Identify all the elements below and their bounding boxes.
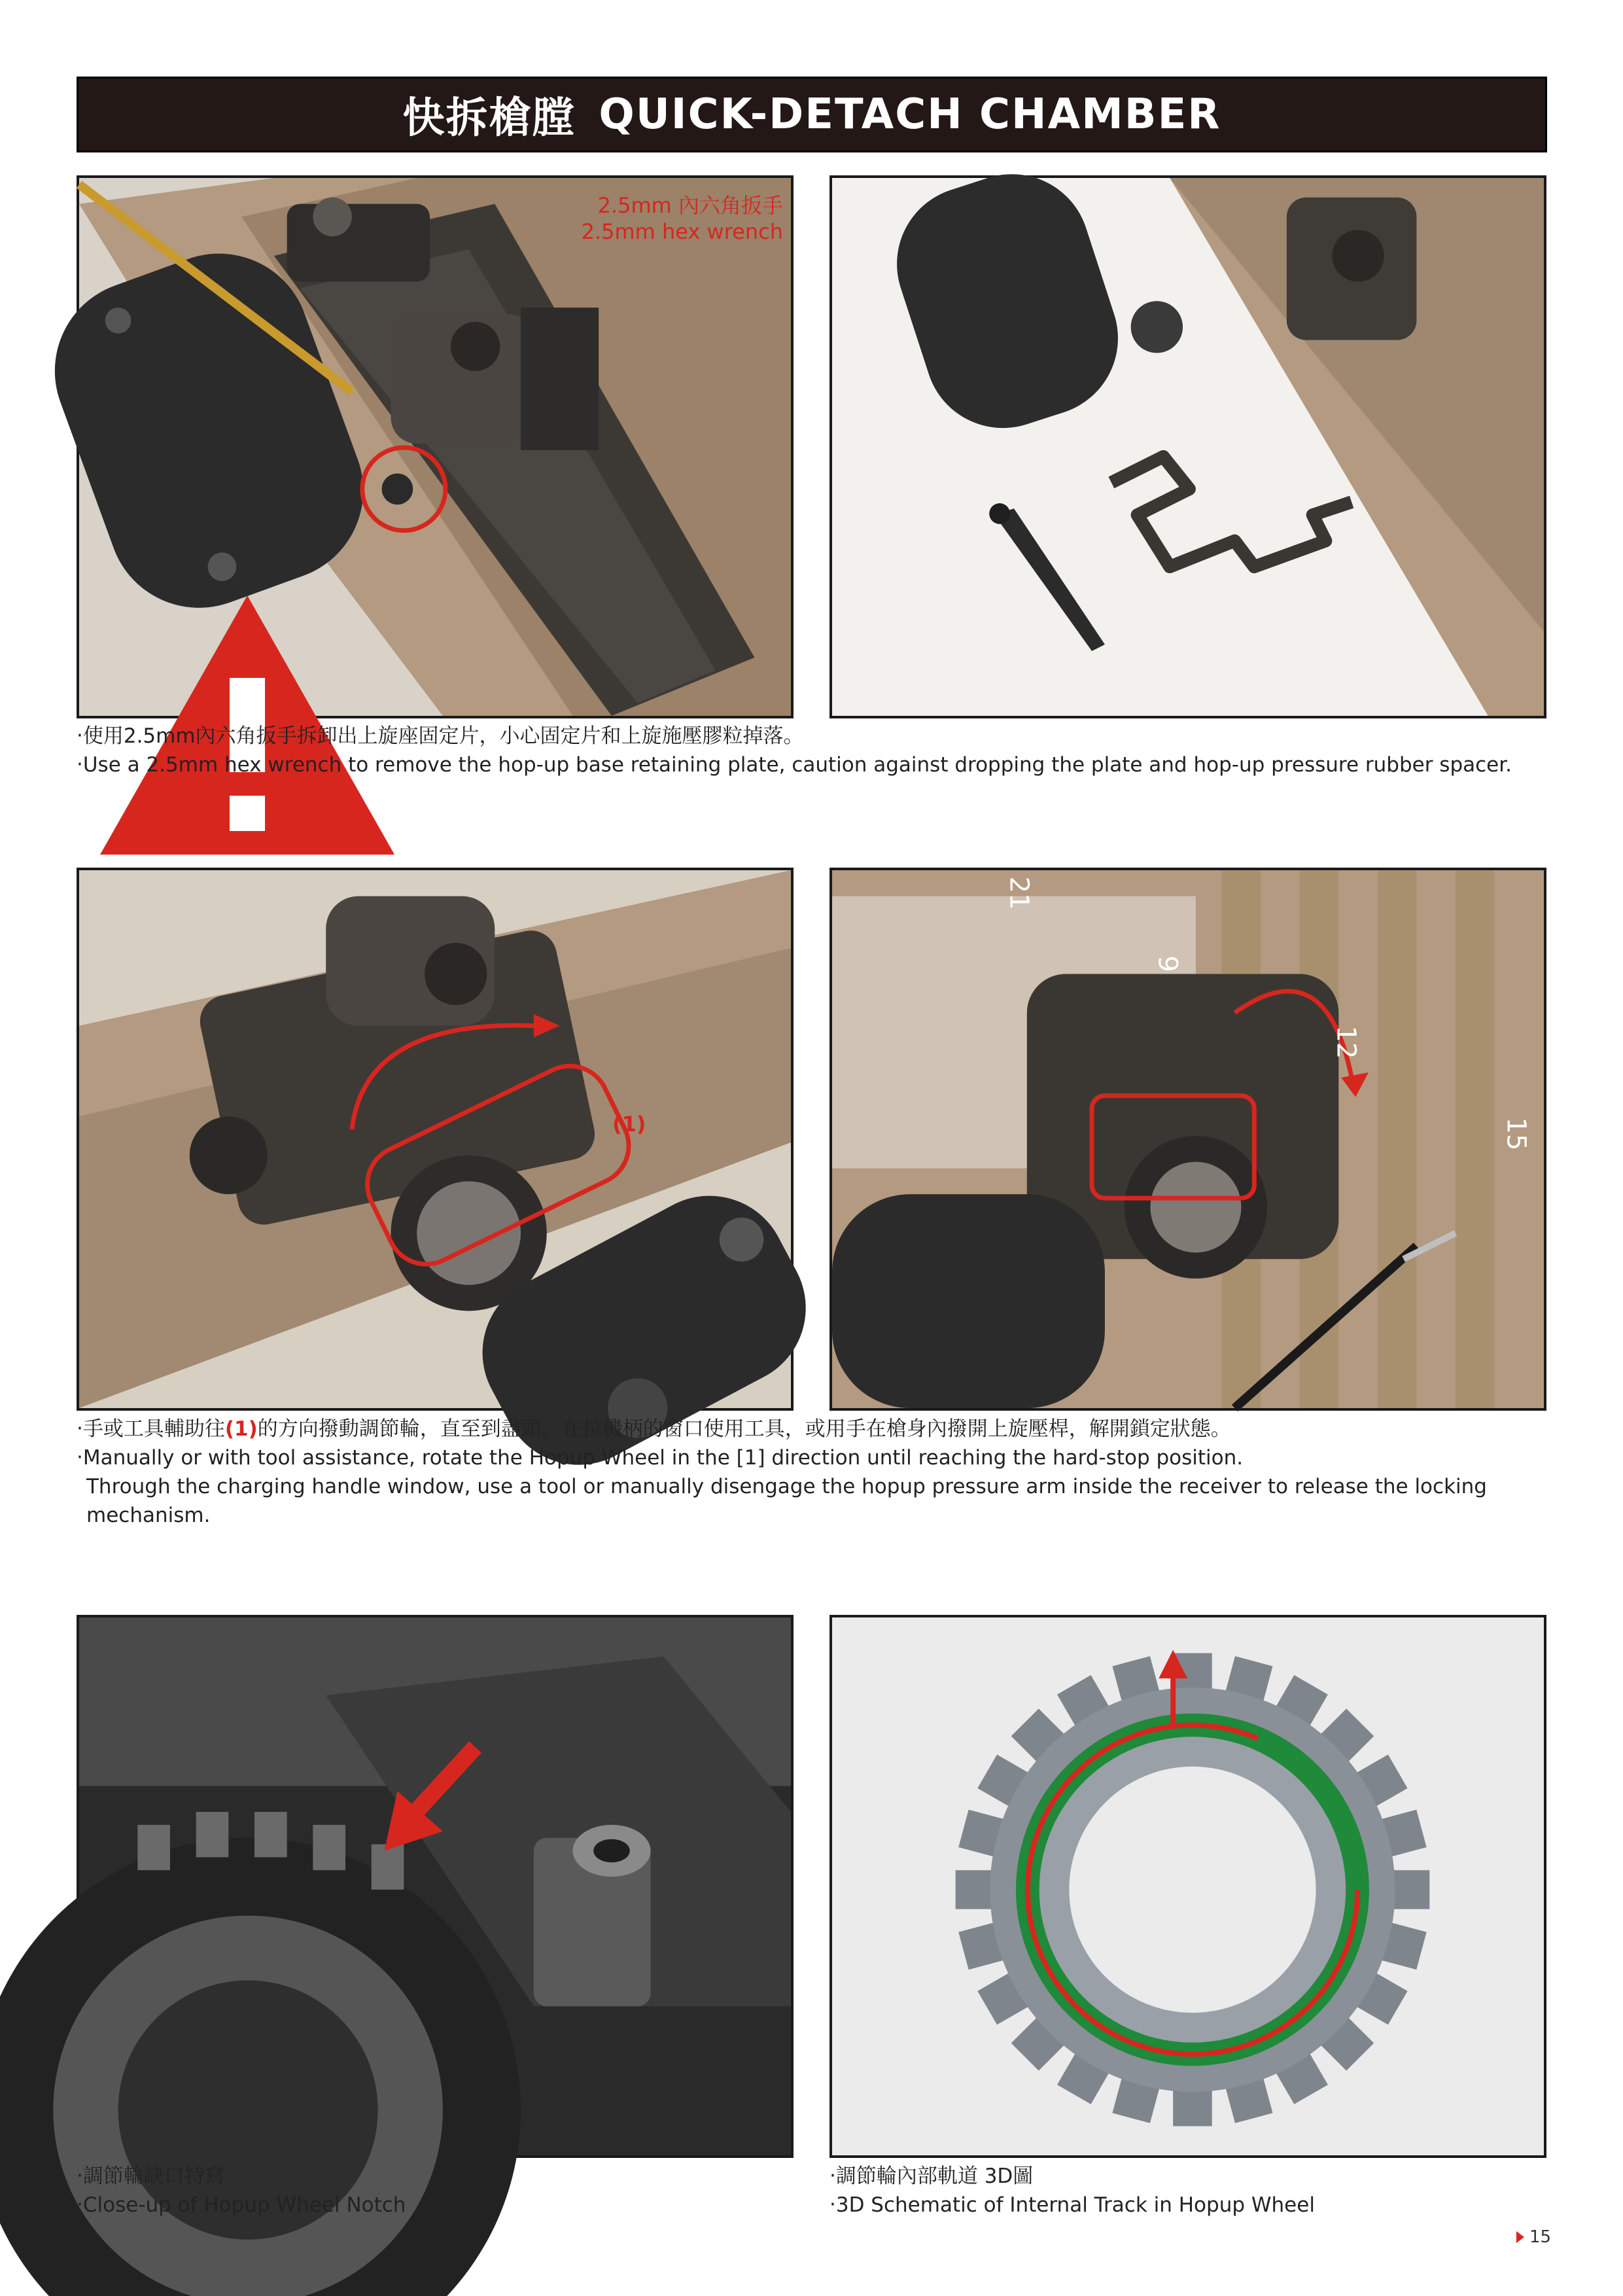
page-marker-icon: [1516, 2231, 1524, 2243]
schematic-3d-illustration: [832, 1617, 1544, 2155]
tick-label-21: 21: [1003, 876, 1034, 910]
photo-removed-parts: [829, 175, 1546, 718]
section1-caption-en: ‧Use a 2.5mm hex wrench to remove the hop-up base retaining plate, caution against dropping the plate and hop-up pressure rubber spacer.: [77, 753, 1512, 777]
section2-caption-zh-pre: ‧手或工具輔助往: [77, 1417, 225, 1441]
section2-caption-zh-marker: (1): [224, 1417, 258, 1441]
schematic-caption-zh: ‧調節輪內部軌道 3D圖: [829, 2164, 1034, 2188]
section2-caption: [77, 1415, 1547, 1530]
page-number: 15: [1529, 2227, 1552, 2247]
section2-caption-zh: [77, 1415, 1547, 1443]
page-title-en: QUICK-DETACH CHAMBER: [599, 90, 1221, 139]
photo-removed-parts-illustration: [832, 178, 1544, 716]
tick-label-15: 15: [1501, 1117, 1531, 1151]
photo-charging-window-illustration: [832, 870, 1544, 1408]
notch-caption-en: ‧Close-up of Hopup Wheel Notch: [77, 2193, 406, 2217]
photo-charging-handle-window: [829, 868, 1546, 1411]
section1-caption: [77, 722, 1547, 779]
hex-wrench-label-en: 2.5mm hex wrench: [581, 219, 783, 244]
page-title-zh: 快拆槍膛: [402, 94, 576, 143]
section1-caption-zh: ‧使用2.5mm內六角扳手拆卸出上旋座固定片，小心固定片和上旋施壓膠粒掉落。: [77, 724, 804, 748]
page-number-footer: [1516, 2227, 1551, 2247]
tick-label-9: 9: [1152, 955, 1183, 972]
schematic-caption-en: ‧3D Schematic of Internal Track in Hopup Wheel: [829, 2193, 1315, 2217]
notch-caption-zh: ‧調節輪缺口特寫: [77, 2164, 225, 2188]
photo-rotate-hopup-wheel: [77, 868, 794, 1411]
section3-left-caption: [77, 2162, 796, 2219]
photo-rotate-wheel-illustration: [79, 870, 791, 1408]
hex-wrench-label: [582, 192, 783, 245]
photo-wheel-notch-closeup: [77, 1615, 794, 2158]
section2-caption-en-2: Through the charging handle window, use a tool or manually disengage the hopup pressure arm inside the receiver to release the locking: [86, 1475, 1487, 1498]
section2-caption-zh-post: 的方向撥動調節輪，直至到盡頭。在拉機柄的窗口使用工具，或用手在槍身內撥開上旋壓桿，解開鎖定狀態。: [257, 1417, 1231, 1441]
page-title-bar: [77, 77, 1547, 152]
section2-caption-en-3: mechanism.: [86, 1504, 211, 1527]
section3-right-caption: [829, 2162, 1549, 2219]
photo-hex-wrench-removal: [77, 175, 794, 718]
tick-label-12: 12: [1331, 1025, 1361, 1059]
photo-3d-track-schematic: [829, 1615, 1546, 2158]
photo-notch-closeup-illustration: [79, 1617, 791, 2155]
hex-wrench-label-zh: 2.5mm 內六角扳手: [597, 193, 783, 218]
direction-marker-1: (1): [612, 1112, 646, 1137]
section2-caption-en-1: ‧Manually or with tool assistance, rotate the Hopup Wheel in the [1] direction until reaching the hard-stop position.: [77, 1446, 1244, 1470]
